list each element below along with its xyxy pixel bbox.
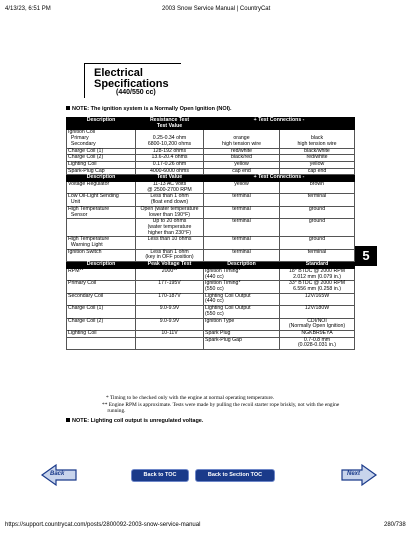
table-cell: Less than 1 ohm (key in OFF position) <box>136 249 204 261</box>
table-cell: + Test Connections - <box>204 175 355 182</box>
table-cell: 9.0-9.9V <box>136 318 204 330</box>
table-cell: terminal <box>204 206 280 218</box>
table-cell: cap end <box>204 168 280 175</box>
table-cell: black/white <box>280 148 355 155</box>
table-cell: black high tension wire <box>280 130 355 148</box>
table-cell: Up to 20 ohms (water temperature higher than 230°F) <box>136 219 204 237</box>
table-cell <box>136 337 204 349</box>
bullet-square-icon <box>66 106 70 110</box>
table-cell: Low Oil-Light Sending Unit <box>67 194 136 206</box>
table-cell: High Temperature Sensor <box>67 206 136 218</box>
table-cell <box>67 219 136 237</box>
table-cell: Charge Coil (2) <box>67 155 136 162</box>
table-row <box>67 249 355 261</box>
table-cell: terminal <box>280 194 355 206</box>
bullet-square-icon <box>66 418 70 422</box>
table-cell: terminal <box>204 219 280 237</box>
section-tab[interactable]: 5 <box>355 246 377 266</box>
footnote-timing: * Timing to be checked only with the engine at normal operating temperature. <box>106 395 275 401</box>
note-ignition: NOTE: The ignition system is a Normally Open Ignition (NOI). <box>66 106 232 112</box>
table-cell: + Test Connections - <box>204 118 355 130</box>
table-row <box>67 194 355 206</box>
table-cell: cap end <box>280 168 355 175</box>
print-timestamp: 4/13/23, 6:51 PM <box>5 6 51 12</box>
table-cell: Description <box>67 118 136 130</box>
table-cell: Spark-Plug Gap <box>204 337 280 349</box>
table-cell: 12V/165W <box>280 293 355 305</box>
table-cell: Voltage Regulator <box>67 182 136 194</box>
table-row <box>67 281 355 293</box>
table-row <box>67 337 355 349</box>
table-cell: red/white <box>280 155 355 162</box>
table-cell: Lighting Coil <box>67 330 136 337</box>
table-row <box>67 268 355 280</box>
footer-url[interactable]: https://support.countrycat.com/posts/2800092-2003-snow-service-manual <box>5 522 201 528</box>
table-cell: Ignition Coil Primary Secondary <box>67 130 136 148</box>
table-cell: Lighting Coil Output (550 cc) <box>204 306 280 318</box>
table-header-row <box>67 118 355 130</box>
page-title-line1: Electrical <box>94 67 143 79</box>
table-cell: ground <box>280 219 355 237</box>
table-row <box>67 182 355 194</box>
table-cell: 11-13 AC volts @ 2500-2700 RPM <box>136 182 204 194</box>
table-cell: 128-192 ohms <box>136 148 204 155</box>
table-cell: Peak Voltage Test <box>136 262 204 269</box>
table-cell: Description <box>204 262 280 269</box>
table-cell: terminal <box>280 249 355 261</box>
table-cell: Standard <box>280 262 355 269</box>
table-cell: brown <box>280 182 355 194</box>
note-lighting: NOTE: Lighting coil output is unregulated voltage. <box>66 418 203 424</box>
table-cell: 0.17-0.26 ohm <box>136 161 204 168</box>
electrical-spec-table <box>66 117 355 350</box>
table-cell: Ignition Timing* (550 cc) <box>204 281 280 293</box>
table-cell: Ignition Switch <box>67 249 136 261</box>
table-cell: Lighting Coil <box>67 161 136 168</box>
table-cell: Description <box>67 262 136 269</box>
table-cell: yellow <box>280 161 355 168</box>
print-doc-title: 2003 Snow Service Manual | CountryCat <box>162 6 271 12</box>
table-cell: ground <box>280 206 355 218</box>
table-cell: Charge Coil (1) <box>67 148 136 155</box>
table-cell: 18° BTDC @ 2000 RPM 2.012 mm (0.079 in.) <box>280 268 355 280</box>
table-cell: Description <box>67 175 136 182</box>
page-title-line2: Specifications <box>94 78 169 90</box>
table-cell: red/white <box>204 148 280 155</box>
table-cell: ground <box>280 237 355 249</box>
table-cell: 10-11V <box>136 330 204 337</box>
table-cell: Open (water temperature lower than 190°F) <box>136 206 204 218</box>
table-row <box>67 306 355 318</box>
table-cell: terminal <box>204 237 280 249</box>
table-cell: Charge Coil (1) <box>67 306 136 318</box>
table-cell: Spark Plug <box>204 330 280 337</box>
table-cell <box>67 337 136 349</box>
back-label: Back <box>50 471 65 477</box>
table-cell: Resistance Test Test Value <box>136 118 204 130</box>
table-cell: Less than 10 ohms <box>136 237 204 249</box>
table-cell: yellow <box>204 182 280 194</box>
table-cell: Secondary Coil <box>67 293 136 305</box>
table-cell: Charge Coil (2) <box>67 318 136 330</box>
table-cell: NGKBR9EYA <box>280 330 355 337</box>
table-cell: Spark-Plug Cap <box>67 168 136 175</box>
table-cell: 177-195V <box>136 281 204 293</box>
table-cell: Lighting Coil Output (440 cc) <box>204 293 280 305</box>
table-row <box>67 318 355 330</box>
table-cell: Test Value <box>136 175 204 182</box>
table-cell: 0.7-0.8 mm (0.028-0.031 in.) <box>280 337 355 349</box>
table-row <box>67 237 355 249</box>
footnote-rpm: ** Engine RPM is approximate. Tests were made by pulling the recoil starter rope briskly, not with the engine running. <box>102 402 340 414</box>
table-cell: RPM** <box>67 268 136 280</box>
table-cell: 0.25-0.34 ohm 6800-10,200 ohms <box>136 130 204 148</box>
back-button[interactable] <box>40 462 80 493</box>
table-cell: Ignition Timing* (440 cc) <box>204 268 280 280</box>
table-cell: 33° BTDC @ 2000 RPM 6.556 mm (0.258 in.) <box>280 281 355 293</box>
table-cell: terminal <box>204 249 280 261</box>
table-cell: Less than 1 ohm (float end down) <box>136 194 204 206</box>
table-cell: black/red <box>204 155 280 162</box>
next-button[interactable] <box>338 462 378 493</box>
table-cell: 9.0-9.9V <box>136 306 204 318</box>
table-cell: orange high tension wire <box>204 130 280 148</box>
table-cell: 2000** <box>136 268 204 280</box>
table-cell: 13.6-20.4 ohms <box>136 155 204 162</box>
table-cell: 4000-6000 ohms <box>136 168 204 175</box>
table-cell: terminal <box>204 194 280 206</box>
back-to-toc-button[interactable]: Back to TOC <box>131 469 189 482</box>
table-cell: yellow <box>204 161 280 168</box>
table-cell: Primary Coil <box>67 281 136 293</box>
footer-page: 280/738 <box>384 522 406 528</box>
table-cell: High Temperature Warning Light <box>67 237 136 249</box>
back-to-section-toc-button[interactable]: Back to Section TOC <box>195 469 275 482</box>
table-cell: CDI/NOI (Normally Open Ignition) <box>280 318 355 330</box>
table-row <box>67 219 355 237</box>
table-row <box>67 130 355 148</box>
table-row <box>67 293 355 305</box>
table-cell: Ignition Type <box>204 318 280 330</box>
table-row <box>67 206 355 218</box>
table-cell: 12V/180W <box>280 306 355 318</box>
table-cell: 170-187V <box>136 293 204 305</box>
page-title-line3: (440/550 cc) <box>116 89 156 96</box>
next-label: Next <box>347 471 361 477</box>
